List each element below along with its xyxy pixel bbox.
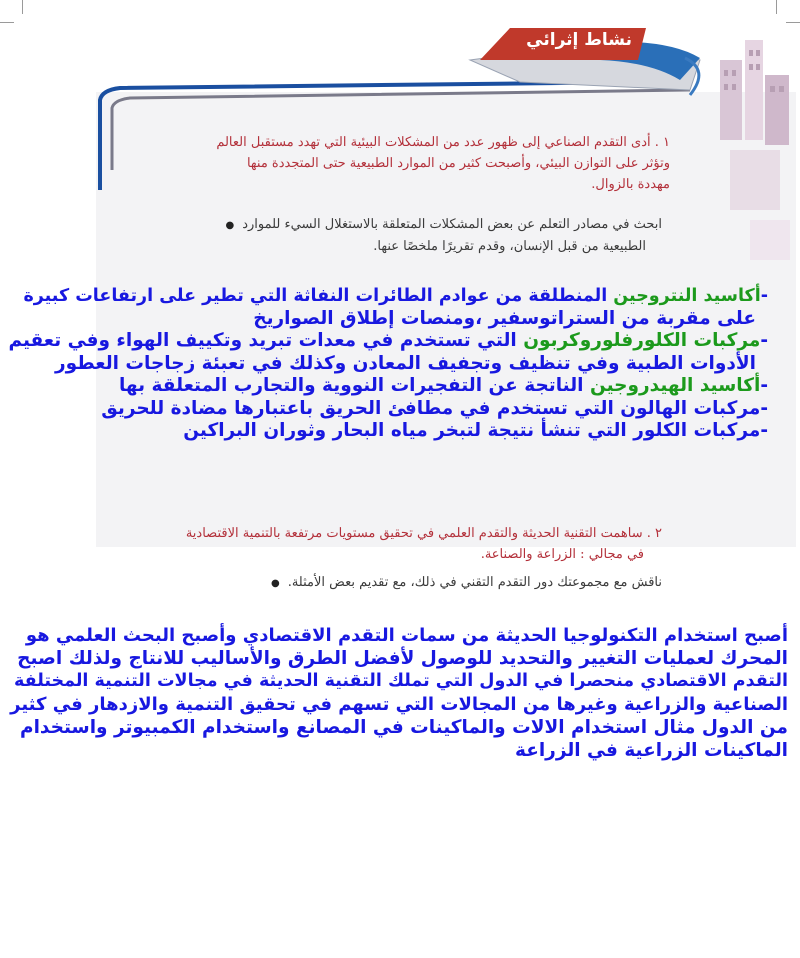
answer-2-line: الصناعية والزراعية وغيرها من المجالات التي تسهم في تحقيق التنمية والازدهار في كثير: [10, 694, 788, 715]
crop-mark-top-left-v: [22, 0, 23, 14]
answer-1-line: -أكاسيد النتروجين المنطلقة من عوادم الطائرات النفاثة التي تطير على ارتفاعات كبيرة: [23, 286, 768, 306]
header-title: نشاط إثرائي: [526, 30, 632, 50]
question-1-task-line: ابحث في مصادر التعلم عن بعض المشكلات المتعلقة بالاستغلال السيء للموارد ●: [122, 214, 662, 236]
answer-1-line: -مركبات الكلورفلوروكربون التي تستخدم في معدات تبريد وتكييف الهواء وفي تعقيم: [8, 330, 768, 351]
answer-1-line: -أكاسيد الهيدروجين الناتجة عن التفجيرات النووية والتجارب المتعلقة بها: [118, 375, 768, 396]
answer-1-line: -مركبات الهالون التي تستخدم في مطافئ الحريق باعتبارها مضادة للحريق: [101, 397, 768, 419]
answer-2-line: التقدم الاقتصادي منحصرا في الدول التي تملك التقنية الحديثة في مجالات التنمية المختلفة: [14, 671, 788, 691]
answer-2-line: أصبح استخدام التكنولوجيا الحديثة من سمات التقدم الاقتصادي وأصبح البحث العلمي هو: [25, 625, 788, 646]
answer-1: [8, 285, 768, 443]
crop-mark-top-right-v: [776, 0, 777, 14]
answer-1-line: على مقربة من الستراتوسفير ،ومنصات إطلاق الصواريخ: [253, 307, 756, 329]
question-2-line: في مجالي : الزراعة والصناعة.: [480, 547, 644, 562]
question-1-task: [122, 214, 662, 257]
question-2: [102, 523, 662, 565]
crop-mark-top-left: [0, 22, 14, 23]
question-1-task-line: الطبيعية من قبل الإنسان، وقدم تقريرًا ملخصًا عنها.: [373, 239, 646, 254]
question-1-line: مهددة بالزوال.: [591, 177, 670, 192]
answer-1-line: -مركبات الكلور التي تنشأ نتيجة لتبخر مياه البحار وثوران البراكين: [183, 420, 768, 441]
question-2-task-line: ناقش مع مجموعتك دور التقدم التقني في ذلك، مع تقديم بعض الأمثلة. ●: [102, 572, 662, 594]
question-1-line: ١ . أدى التقدم الصناعي إلى ظهور عدد من المشكلات البيئية التي تهدد مستقبل العالم: [216, 135, 670, 150]
question-1: [130, 132, 670, 195]
question-2-line: ٢ . ساهمت التقنية الحديثة والتقدم العلمي في تحقيق مستويات مرتفعة بالتنمية الاقتصادية: [185, 526, 662, 541]
question-1-line: وتؤثر على التوازن البيئي، وأصبحت كثير من الموارد الطبيعية حتى المتجددة منها: [246, 156, 670, 171]
answer-2-line: الماكينات الزراعية في الزراعة: [514, 740, 788, 761]
answer-2: [8, 624, 788, 762]
header-tab: [470, 24, 660, 64]
answer-2-line: المحرك لعمليات التغيير والتحديد للوصول لأفضل الطرق والأساليب للانتاج ولذلك اصبح: [17, 648, 788, 669]
answer-1-line: الأدوات الطبية وفي تنظيف وتجفيف المعادن وكذلك في تعبئة زجاجات العطور: [54, 352, 756, 374]
question-2-task: [102, 572, 662, 594]
answer-2-line: من الدول مثال استخدام الالات والماكينات في المصانع واستخدام الكمبيوتر واستخدام: [20, 717, 788, 738]
